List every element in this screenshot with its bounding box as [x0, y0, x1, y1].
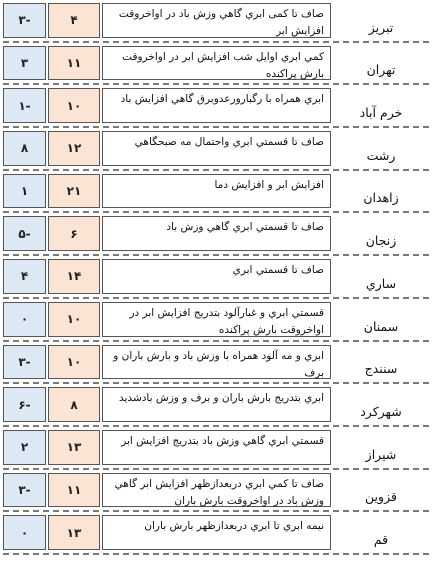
min-temp-cell: -۳	[3, 3, 46, 38]
max-temp-cell: ۱۱	[48, 46, 100, 81]
weather-description-cell: افزايش ابر و افزايش دما	[102, 174, 331, 209]
table-row	[3, 256, 429, 299]
min-temp-cell: -۵	[3, 216, 46, 251]
weather-description-cell: ابري و مه آلود همراه با وزش باد و بارش باران و برف	[102, 345, 331, 380]
min-temp-cell: ۰	[3, 515, 46, 550]
weather-description-cell: صاف تا قسمتي ابري گاهي وزش باد	[102, 216, 331, 251]
min-temp-cell: ۲	[3, 430, 46, 465]
table-row	[3, 85, 429, 128]
city-name-cell: رشت	[366, 147, 396, 163]
city-name-cell: خرم آباد	[359, 105, 403, 121]
forecast-table	[3, 0, 429, 555]
table-row	[3, 427, 429, 470]
city-name-cell: زنجان	[365, 233, 397, 249]
min-temp-cell: ۸	[3, 131, 46, 166]
weather-description-cell: صاف تا قسمتي ابري	[102, 259, 331, 294]
min-temp-cell: ۱	[3, 174, 46, 209]
min-temp-cell: ۴	[3, 259, 46, 294]
table-row	[3, 384, 429, 427]
city-name-cell: زاهدان	[363, 190, 399, 206]
table-row	[3, 299, 429, 342]
table-row	[3, 43, 429, 86]
city-name-cell: شهرکرد	[360, 403, 402, 419]
city-name-cell: تبریز	[368, 19, 394, 35]
min-temp-cell: ۰	[3, 302, 46, 337]
max-temp-cell: ۱۴	[48, 259, 100, 294]
weather-description-cell: ابري همراه با رگبارورعدوبرق گاهي افزايش باد	[102, 88, 331, 123]
max-temp-cell: ۶	[48, 216, 100, 251]
max-temp-cell: ۱۰	[48, 345, 100, 380]
weather-description-cell: کمي ابري اوايل شب افزايش ابر در اواخروقت بارش پراکنده	[102, 46, 331, 81]
table-row	[3, 512, 429, 555]
max-temp-cell: ۱۳	[48, 515, 100, 550]
city-name-cell: سمنان	[363, 318, 399, 334]
min-temp-cell: -۶	[3, 387, 46, 422]
max-temp-cell: ۱۳	[48, 430, 100, 465]
max-temp-cell: ۱۱	[48, 473, 100, 508]
weather-description-cell: نيمه ابري تا ابري دربعدازظهر بارش باران	[102, 515, 331, 550]
min-temp-cell: -۳	[3, 473, 46, 508]
table-row	[3, 342, 429, 385]
table-row	[3, 470, 429, 513]
max-temp-cell: ۱۰	[48, 88, 100, 123]
weather-description-cell: صاف تا کمي ابري دربعدازظهر افزايش ابر گاهي وزش باد در اواخروقت بارش باران	[102, 473, 331, 508]
city-name-cell: شیراز	[365, 446, 397, 462]
table-row	[3, 171, 429, 214]
max-temp-cell: ۱۲	[48, 131, 100, 166]
table-row	[3, 128, 429, 171]
city-name-cell: قزوین	[365, 489, 397, 505]
max-temp-cell: ۱۰	[48, 302, 100, 337]
min-temp-cell: -۳	[3, 345, 46, 380]
city-name-cell: قم	[373, 531, 389, 547]
min-temp-cell: ۳	[3, 46, 46, 81]
max-temp-cell: ۲۱	[48, 174, 100, 209]
city-name-cell: سنندج	[364, 361, 398, 377]
max-temp-cell: ۴	[48, 3, 100, 38]
weather-description-cell: صاف تا کمی ابري گاهي وزش باد در اواخروقت افزايش ابر	[102, 3, 331, 38]
weather-description-cell: ابري بتدريج بارش باران و برف و وزش بادشديد	[102, 387, 331, 422]
weather-description-cell: قسمتي ابري گاهي وزش باد بتدريج افزايش ابر	[102, 430, 331, 465]
city-name-cell: ساري	[365, 275, 397, 291]
city-name-cell: تهران	[366, 62, 396, 78]
table-row	[3, 0, 429, 43]
weather-description-cell: قسمتي ابري و غبارآلود بتدريج افزايش ابر در اواخروقت بارش پراکنده	[102, 302, 331, 337]
table-row	[3, 213, 429, 256]
weather-description-cell: صاف تا قسمتي ابري واحتمال مه صبحگاهي	[102, 131, 331, 166]
max-temp-cell: ۸	[48, 387, 100, 422]
min-temp-cell: -۱	[3, 88, 46, 123]
